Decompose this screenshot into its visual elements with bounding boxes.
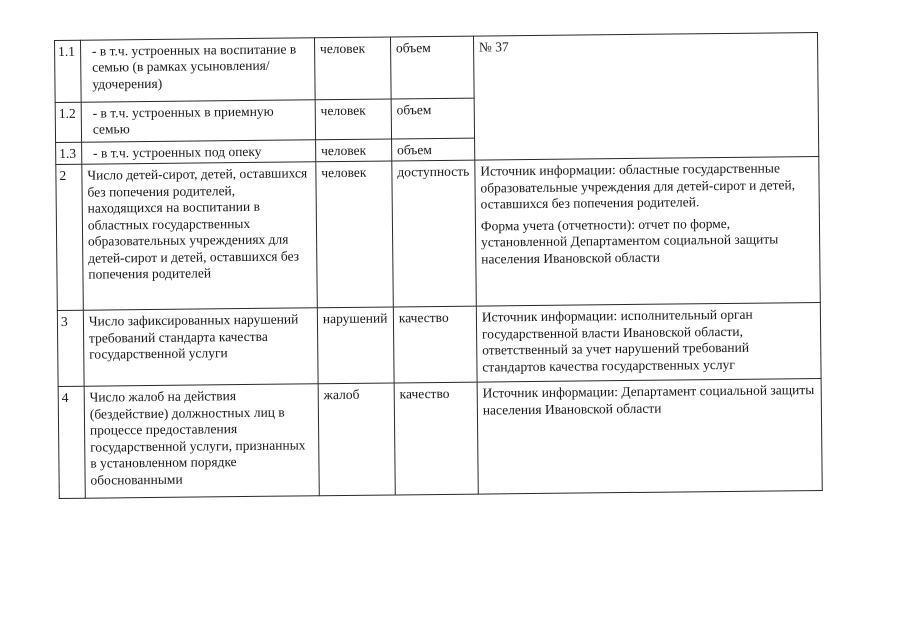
source-text: Форма учета (отчетности): отчет по форме, установленной Департаментом социальной защиты населения Ивановской области bbox=[480, 215, 779, 267]
indicator-name: - в т.ч. устроенных в приемную семью bbox=[81, 100, 315, 142]
row-number: 1.3 bbox=[56, 142, 82, 165]
indicator-name: Число детей-сирот, детей, оставшихся без попечения родителей, находящихся на воспитании в областных государственных образовательных учреждениях для детей-сирот и детей, оставшихся без попечения родителей bbox=[82, 162, 318, 310]
row-number: 1.2 bbox=[55, 102, 81, 142]
source-cell: № 37 bbox=[473, 33, 818, 161]
unit-cell: человек bbox=[314, 37, 391, 100]
table-row bbox=[55, 33, 818, 103]
indicators-table bbox=[54, 32, 823, 499]
indicator-type: объем bbox=[391, 98, 474, 139]
table-row bbox=[57, 303, 821, 387]
row-number: 4 bbox=[58, 387, 85, 499]
indicator-type: доступность bbox=[392, 161, 477, 308]
row-number: 2 bbox=[56, 165, 83, 311]
source-text: Источник информации: исполнительный орган государственной власти Ивановской области, ответственный за учет нарушений требований стандартов качества государственных услуг bbox=[481, 307, 753, 375]
table-row bbox=[58, 379, 822, 499]
unit-cell: нарушений bbox=[317, 307, 394, 384]
source-cell bbox=[476, 303, 821, 383]
indicator-type: качество bbox=[394, 383, 478, 496]
unit-cell: человек bbox=[315, 139, 391, 162]
indicator-name: - в т.ч. устроенных на воспитание в семью (в рамках усыновления/удочерения) bbox=[80, 38, 315, 102]
indicator-name: Число зафиксированных нарушений требований стандарта качества государственной услуги bbox=[83, 308, 318, 386]
unit-cell: жалоб bbox=[318, 383, 395, 496]
source-cell bbox=[477, 379, 822, 495]
source-text: Источник информации: областные государственные образовательные учреждения для детей-сирот и детей, оставшихся без попечения родителей. bbox=[480, 160, 796, 212]
row-number: 3 bbox=[57, 311, 84, 387]
unit-cell: человек bbox=[316, 161, 394, 308]
indicator-type: объем bbox=[391, 138, 474, 161]
indicator-type: объем bbox=[390, 36, 474, 99]
indicator-type: качество bbox=[393, 307, 477, 384]
unit-cell: человек bbox=[315, 99, 391, 140]
source-text: Источник информации: Департамент социальной защиты населения Ивановской области bbox=[482, 382, 815, 418]
source-cell bbox=[475, 157, 821, 307]
table-row bbox=[56, 157, 820, 311]
indicator-name: Число жалоб на действия (бездействие) должностных лиц в процессе предоставления государственной услуги, признанных в установленном порядке обоснованными bbox=[84, 384, 319, 498]
row-number: 1.1 bbox=[55, 40, 82, 102]
indicator-name: - в т.ч. устроенных под опеку bbox=[81, 140, 315, 165]
